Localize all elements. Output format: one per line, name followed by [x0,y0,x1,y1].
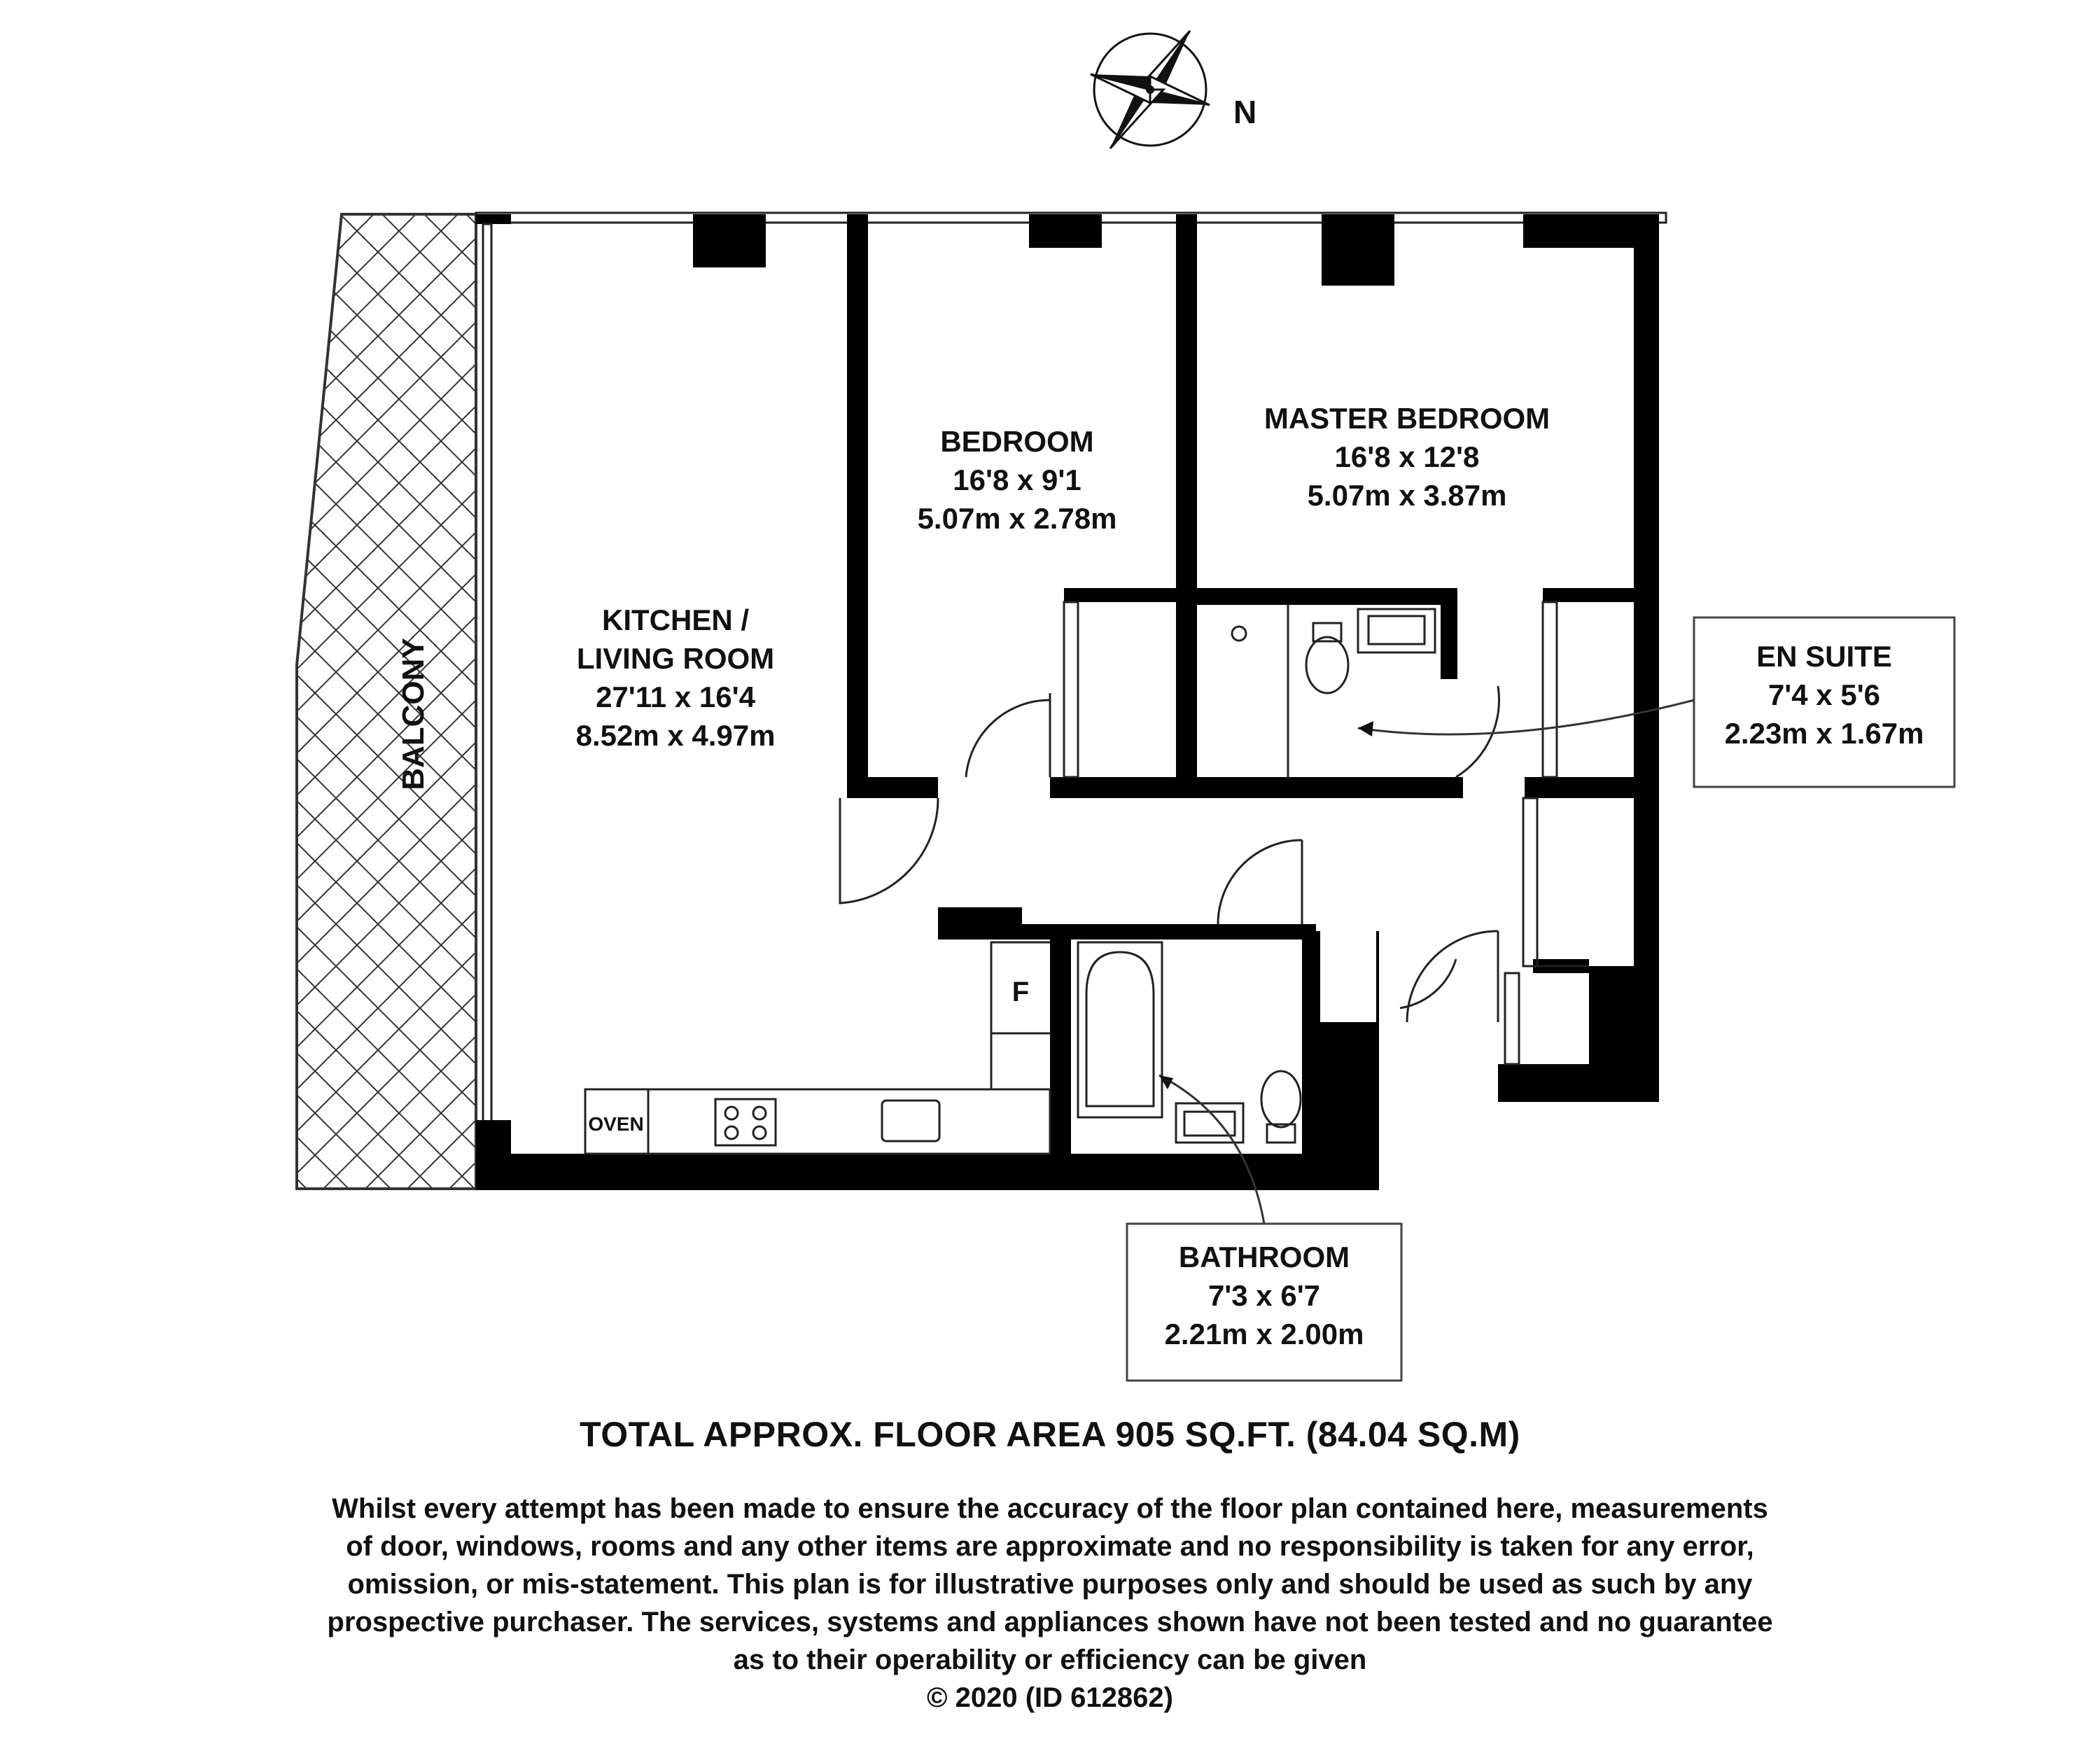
disclaimer-line: omission, or mis-statement. This plan is for illustrative purposes only and should be used as such by any [347,1569,1753,1600]
oven-label: OVEN [588,1113,644,1135]
balcony-area [297,214,476,1189]
en-suite-metric: 2.23m x 1.67m [1724,717,1924,750]
balcony-label: BALCONY [396,638,430,790]
en-suite-imperial: 7'4 x 5'6 [1768,678,1881,711]
kitchen-name-line2: LIVING ROOM [576,642,775,675]
door-swings [840,686,1499,1022]
kitchen-metric: 8.52m x 4.97m [575,719,776,752]
bathroom-pointer [1159,1075,1264,1224]
disclaimer-line: Whilst every attempt has been made to ensure the accuracy of the floor plan contained here, measurements [332,1493,1768,1524]
fridge-label: F [1011,977,1030,1007]
bedroom-imperial: 16'8 x 9'1 [953,463,1082,496]
total-floor-area: TOTAL APPROX. FLOOR AREA 905 SQ.FT. (84.04 SQ.M) [580,1415,1520,1454]
kitchen-name-line1: KITCHEN / [602,603,749,636]
compass-north-label: N [1233,94,1257,130]
master-bedroom-metric: 5.07m x 3.87m [1307,479,1507,512]
disclaimer [0,1490,2100,1717]
bathroom-imperial: 7'3 x 6'7 [1208,1279,1321,1312]
disclaimer-line: of door, windows, rooms and any other items are approximate and no responsibility is taken for any error, [346,1531,1754,1562]
bathroom-name: BATHROOM [1178,1241,1350,1273]
copyright: © 2020 (ID 612862) [927,1682,1173,1713]
master-bedroom-imperial: 16'8 x 12'8 [1334,440,1480,473]
en-suite-name: EN SUITE [1756,640,1892,673]
kitchen-imperial: 27'11 x 16'4 [596,680,755,713]
compass-icon [1091,31,1210,148]
bedroom-name: BEDROOM [940,425,1094,458]
bathroom-metric: 2.21m x 2.00m [1164,1318,1364,1350]
master-bedroom-name: MASTER BEDROOM [1264,402,1550,435]
disclaimer-line: prospective purchaser. The services, systems and appliances shown have not been tested and no guarantee [327,1607,1773,1637]
bedroom-metric: 5.07m x 2.78m [917,502,1117,535]
disclaimer-line: as to their operability or efficiency can be given [733,1644,1367,1675]
